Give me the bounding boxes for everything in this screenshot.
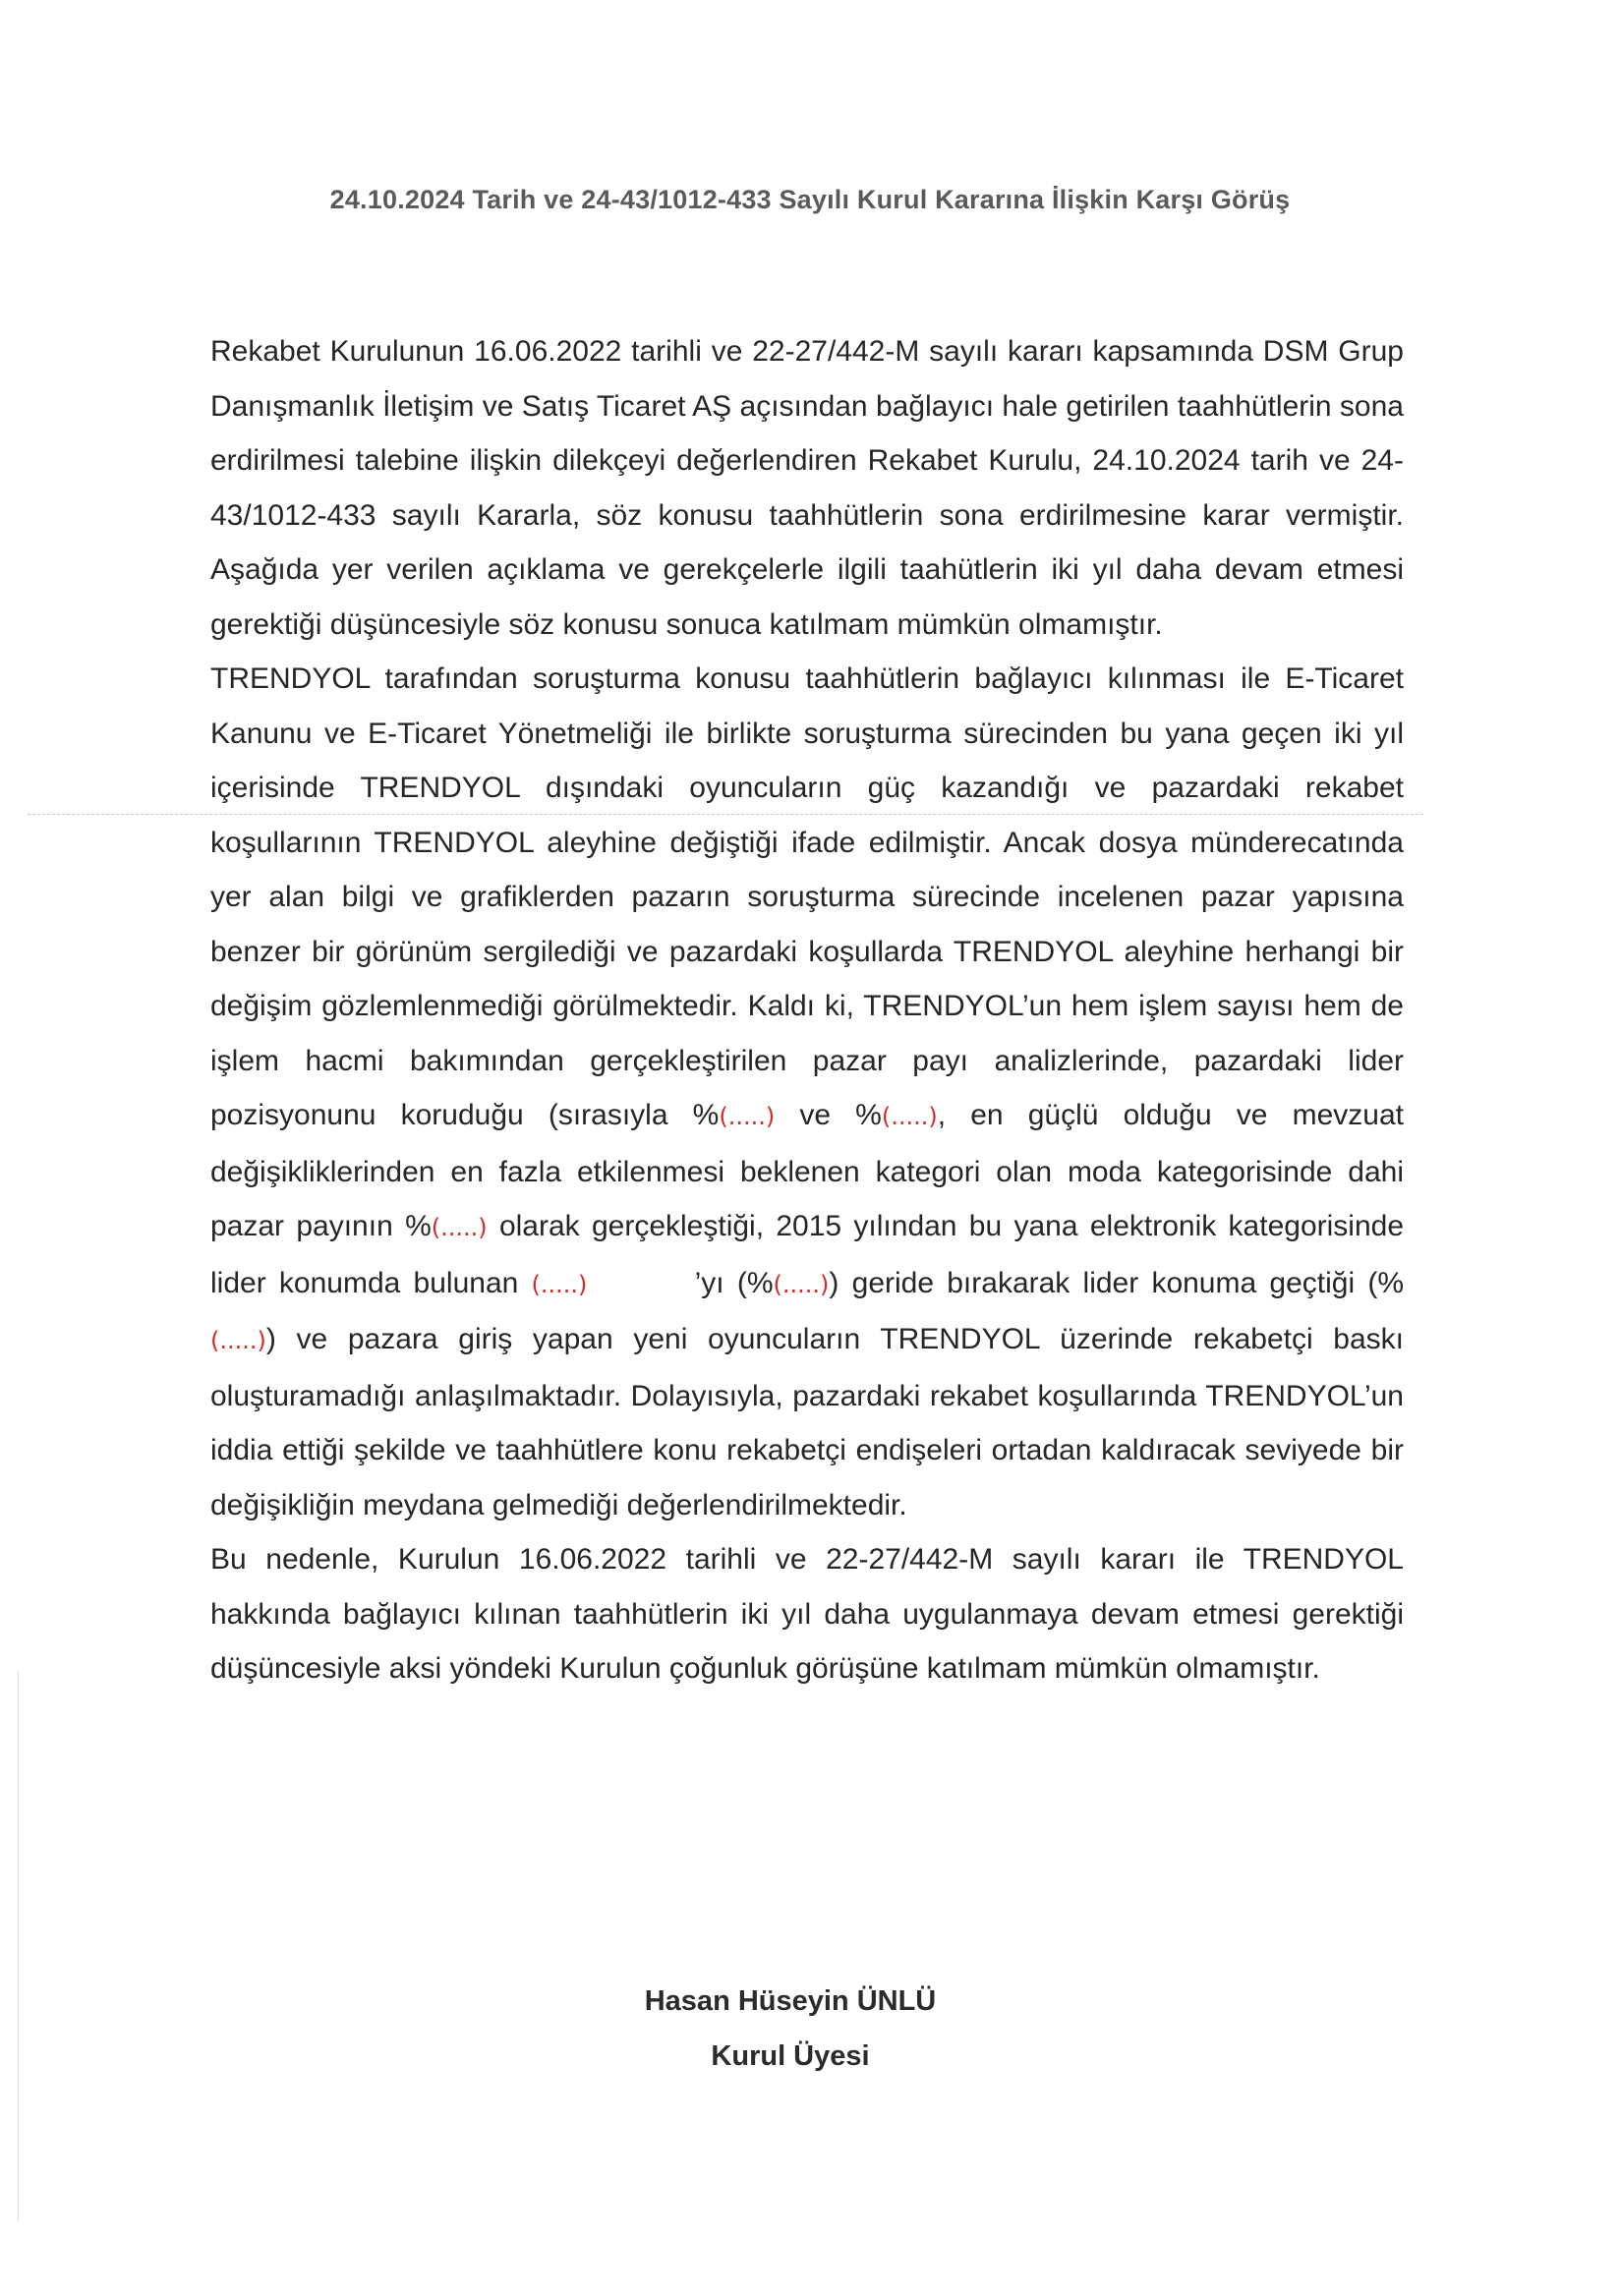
document-body [210,324,1404,1696]
document-title: 24.10.2024 Tarih ve 24-43/1012-433 Sayılı Kurul Kararına İlişkin Karşı Görüş [329,185,1291,214]
paragraph-2-part-4: olarak gerçekleştiği, 2015 yılından bu yana elektronik kategorisinde lider konumda bulunan [210,1210,1405,1299]
paragraph-2-part-6: ) geride bırakarak lider konuma geçtiği (% [829,1266,1404,1299]
signatory-role: Kurul Üyesi [711,2040,870,2072]
redaction-mark: (.....) [210,1327,266,1354]
redaction-mark: (.....) [431,1214,488,1241]
signature-block [0,1974,1581,2084]
scan-margin-line [18,1671,19,2221]
paragraph-2-part-5: ’yı (% [681,1266,774,1299]
redaction-mark: (.....) [531,1270,588,1298]
redaction-mark: (.....) [773,1270,830,1298]
redaction-mark: (.....) [881,1103,938,1130]
paragraph-1: Rekabet Kurulunun 16.06.2022 tarihli ve 22-27/442-M sayılı kararı kapsamında DSM Grup Danışmanlık İletişim ve Satış Ticaret AŞ açısından bağlayıcı hale getirilen taahhütlerin sona erdirilmesi talebine ilişkin dilekçeyi değerlendiren Rekabet Kurulu, 24.10.2024 tarih ve 24-43/1012-433 sayılı Kararla, söz konusu taahhütlerin sona erdirilmesine karar vermiştir. Aşağıda yer verilen açıklama ve gerekçelerle ilgili taahütlerin iki yıl daha devam etmesi gerektiği düşüncesiyle söz konusu sonuca katılmam mümkün olmamıştır. [210,335,1404,641]
paragraph-2-part-3: , en güçlü olduğu ve mevzuat değişikliklerinden en fazla etkilenmesi beklenen kategori olan moda kategorisinde dahi pazar payının % [210,1099,1405,1242]
paragraph-2-part-7: ) ve pazara giriş yapan yeni oyuncuların TRENDYOL üzerinde rekabetçi baskı oluşturamadığı anlaşılmaktadır. Dolayısıyla, pazardaki rekabet koşullarında TRENDYOL’un iddia ettiği şekilde ve taahhütlere konu rekabetçi endişeleri ortadan kaldıracak seviyede bir değişikliğin meydana gelmediği değerlendirilmektedir. [210,1323,1404,1521]
paragraph-3: Bu nedenle, Kurulun 16.06.2022 tarihli ve 22-27/442-M sayılı kararı ile TRENDYOL hakkında bağlayıcı kılınan taahhütlerin iki yıl daha uygulanmaya devam etmesi gerektiği düşüncesiyle aksi yöndeki Kurulun çoğunluk görüşüne katılmam mümkün olmamıştır. [210,1543,1404,1685]
paragraph-2-part-1: TRENDYOL tarafından soruşturma konusu taahhütlerin bağlayıcı kılınması ile E-Ticaret Kanunu ve E-Ticaret Yönetmeliği ile birlikte soruşturma sürecinden bu yana geçen iki yıl içerisinde TRENDYOL dışındaki oyuncuların güç kazandığı ve pazardaki rekabet koşullarının TRENDYOL aleyhine değiştiği ifade edilmiştir. Ancak dosya münderecatında yer alan bilgi ve grafiklerden pazarın soruşturma sürecinde incelenen pazar yapısına benzer bir görünüm sergilediği ve pazardaki koşullarda TRENDYOL aleyhine herhangi bir değişim gözlemlenmediği görülmektedir. Kaldı ki, TRENDYOL’un hem işlem sayısı hem de işlem hacmi bakımından gerçekleştirilen pazar payı analizlerinde, pazardaki lider pozisyonunu koruduğu (sırasıyla % [210,662,1404,1131]
paragraph-2-part-2: ve % [775,1099,882,1131]
redaction-mark: (.....) [719,1103,776,1130]
signatory-name: Hasan Hüseyin ÜNLÜ [644,1985,937,2017]
paragraph-2 [210,652,1404,1532]
